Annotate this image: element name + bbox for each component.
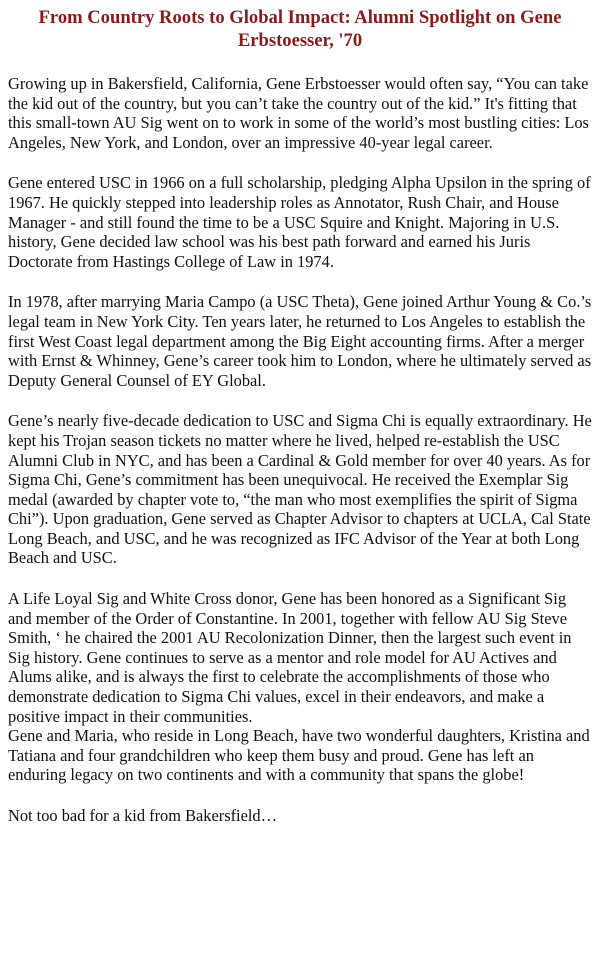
- paragraph-closing: Not too bad for a kid from Bakersfield…: [8, 806, 278, 825]
- article-title: From Country Roots to Global Impact: Alumni Spotlight on Gene Erbstoesser, '70: [38, 7, 562, 51]
- paragraph-usc-years: Gene entered USC in 1966 on a full scholarship, pledging Alpha Upsilon in the spring of 1967. He quickly stepped into leadership roles as Annotator, Rush Chair, and House Manager - and still found the time to be a USC Squire and Knight. Majoring in U.S. history, Gene decided law school was his best path forward and earned his Juris Doctorate from Hastings College of Law in 1974.: [8, 173, 591, 271]
- paragraph-career: In 1978, after marrying Maria Campo (a USC Theta), Gene joined Arthur Young & Co.’s legal team in New York City. Ten years later, he returned to Los Angeles to establish the first West Coast legal department among the Big Eight accounting firms. After a merger with Ernst & Whinney, Gene’s career took him to London, where he ultimately served as Deputy General Counsel of EY Global.: [8, 292, 592, 390]
- paragraph-honors: A Life Loyal Sig and White Cross donor, Gene has been honored as a Significant Sig and member of the Order of Constantine. In 2001, together with fellow AU Sig Steve Smith, ‘ he chaired the 2001 AU Recolonization Dinner, then the largest such event in Sig history. Gene continues to serve as a mentor and role model for AU Actives and Alums alike, and is always the first to celebrate the accomplishments of those who demonstrate dedication to Sigma Chi values, excel in their endeavors, and make a positive impact in their communities.: [8, 589, 572, 726]
- paragraph-dedication: Gene’s nearly five-decade dedication to USC and Sigma Chi is equally extraordinary. He kept his Trojan season tickets no matter where he lived, helped re-establish the USC Alumni Club in NYC, and has been a Cardinal & Gold member for over 40 years. As for Sigma Chi, Gene’s commitment has been unequivocal. He received the Exemplar Sig medal (awarded by chapter vote to, “the man who most exemplifies the spirit of Sigma Chi”). Upon graduation, Gene served as Chapter Advisor to chapters at UCLA, Cal State Long Beach, and USC, and he was recognized as IFC Advisor of the Year at both Long Beach and USC.: [8, 411, 592, 568]
- paragraph-early-life: Growing up in Bakersfield, California, Gene Erbstoesser would often say, “You can take the kid out of the country, but you can’t take the country out of the kid.” It's fitting that this small-town AU Sig went on to work in some of the world’s most bustling cities: Los Angeles, New York, and London, over an impressive 40-year legal career.: [8, 74, 589, 152]
- paragraph-family: Gene and Maria, who reside in Long Beach, have two wonderful daughters, Kristina and Tatiana and four grandchildren who keep them busy and proud. Gene has left an enduring legacy on two continents and with a community that spans the globe!: [8, 726, 590, 785]
